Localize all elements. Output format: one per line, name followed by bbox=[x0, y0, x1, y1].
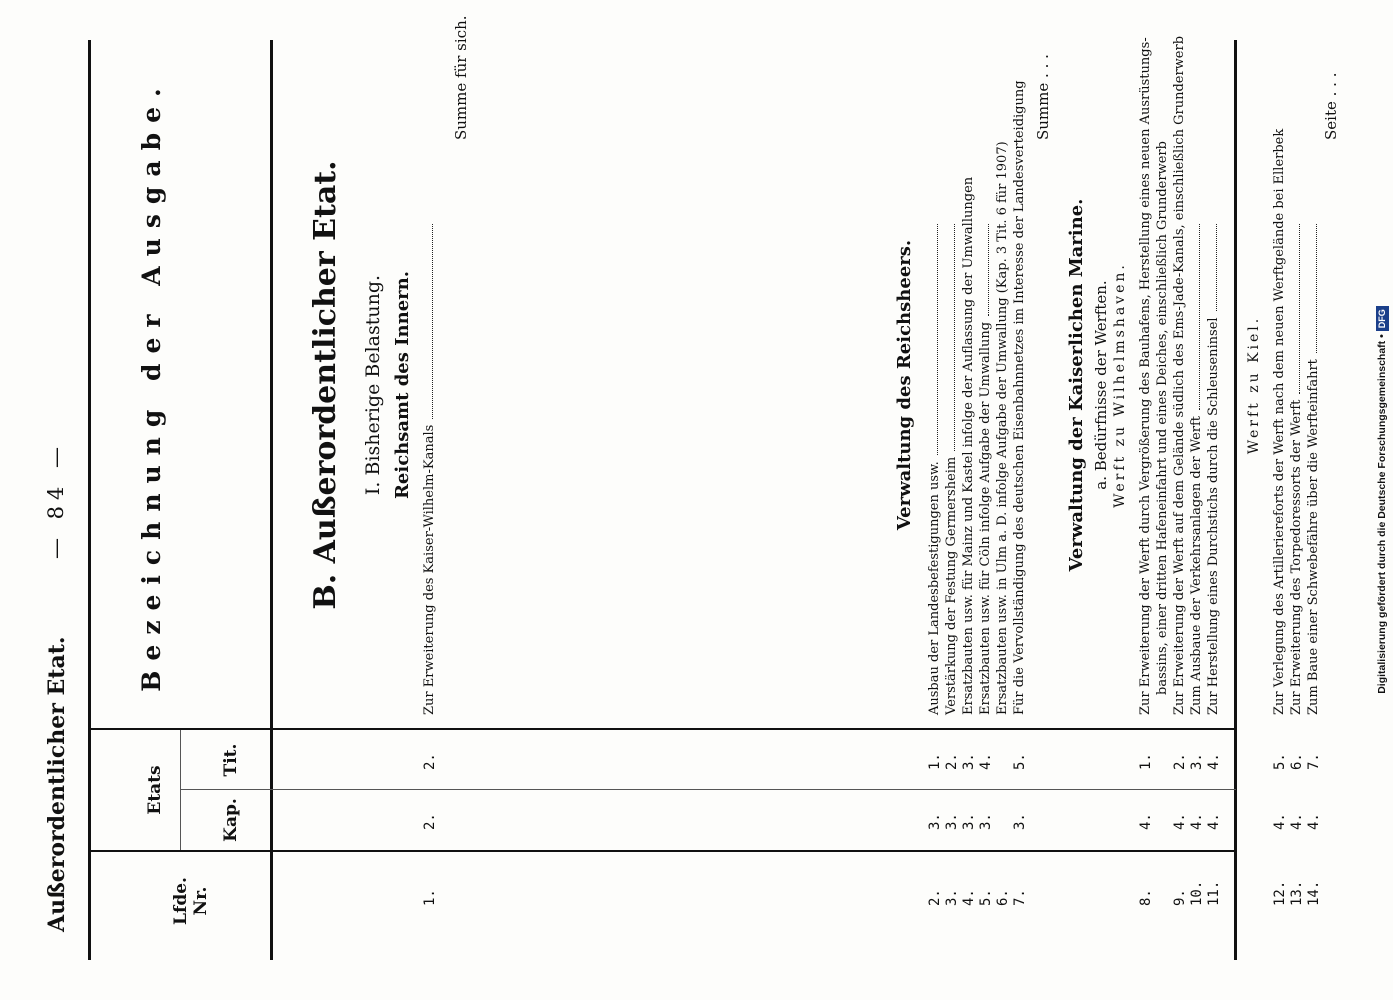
row-coeln bbox=[978, 220, 993, 715]
tit-number: 1. bbox=[926, 753, 943, 770]
bedurfnisse-heading: a. Bedürfnisse der Werften. bbox=[1091, 280, 1110, 490]
row-artilleriereforts bbox=[1271, 128, 1287, 715]
lfd-nr: 6. bbox=[994, 889, 1011, 906]
leader-dots bbox=[1316, 224, 1317, 353]
lfd-nr: 7. bbox=[1011, 889, 1028, 906]
attribution-text: Digitalisierung gefördert durch die Deutsche Forschungsgemeinschaft • bbox=[1376, 334, 1388, 694]
row-landesbefestigungen bbox=[927, 220, 942, 715]
reichsheer-heading: Verwaltung des Reichsheers. bbox=[893, 239, 915, 531]
kiel-heading: Werft zu Kiel. bbox=[1245, 315, 1262, 455]
row-ulm bbox=[994, 141, 1010, 715]
row-bauhafen-continued bbox=[1154, 141, 1170, 695]
leader-dots bbox=[1199, 224, 1200, 410]
lfd-nr: 9. bbox=[1171, 889, 1188, 906]
kap-number: 3. bbox=[977, 813, 994, 830]
tit-number: 5. bbox=[1271, 753, 1288, 770]
running-title: Außerordentlicher Etat. bbox=[43, 636, 70, 932]
kap-number: 3. bbox=[943, 813, 960, 830]
row-germersheim bbox=[944, 220, 959, 715]
row-text: Ersatzbauten usw. in Ulm a. D. infolge Aufgabe der Umwallung (Kap. 3 Tit. 6 für 1907) bbox=[994, 141, 1010, 715]
lfd-nr: 4. bbox=[960, 889, 977, 906]
kap-number: 3. bbox=[1011, 813, 1028, 830]
row-torpedoressort bbox=[1289, 220, 1304, 715]
col-rule-2 bbox=[88, 728, 1236, 730]
header-bezeichnung: Bezeichnung der Ausgabe. bbox=[136, 78, 166, 692]
header-etats: Etats bbox=[144, 765, 165, 815]
kap-number: 3. bbox=[960, 813, 977, 830]
marine-heading: Verwaltung der Kaiserlichen Marine. bbox=[1065, 198, 1087, 572]
row-mainz-kastel bbox=[960, 176, 976, 715]
row-verkehrsanlagen bbox=[1189, 220, 1204, 715]
top-rule bbox=[88, 40, 91, 960]
row-text: Für die Vervollständigung des deutschen Eisenbahnnetzes im Interesse der Landesverteidigung bbox=[1011, 80, 1027, 715]
etats-sub-rule bbox=[180, 730, 181, 850]
tit-number: 2. bbox=[421, 753, 438, 770]
page-number: — 84 — bbox=[43, 440, 68, 560]
lfd-nr: 8. bbox=[1137, 889, 1154, 906]
lfd-nr: 13. bbox=[1288, 880, 1305, 906]
tit-number: 4. bbox=[1205, 753, 1222, 770]
row-schleuseninsel bbox=[1206, 220, 1221, 715]
kap-number: 2. bbox=[421, 813, 438, 830]
kap-number: 4. bbox=[1305, 813, 1322, 830]
leader-dots bbox=[1299, 224, 1300, 394]
section-i-title: I. Bisherige Belastung. bbox=[361, 274, 384, 496]
lfd-nr: 11. bbox=[1205, 880, 1222, 906]
row-text: Zur Erweiterung der Werft auf dem Gelände südlich des Ems-Jade-Kanals, einschließlich Grunderwerb bbox=[1171, 35, 1187, 715]
tit-number: 6. bbox=[1288, 753, 1305, 770]
kap-tit-rule bbox=[180, 789, 1236, 790]
leader-dots bbox=[937, 224, 938, 455]
row-text: Zur Verlegung des Artilleriereforts der Werft nach dem neuen Werftgelände bei Ellerbek bbox=[1271, 128, 1287, 715]
section-b-title: B. Außerordentlicher Etat. bbox=[307, 160, 343, 610]
dfg-attribution bbox=[1371, 0, 1393, 1000]
tit-number: 5. bbox=[1011, 753, 1028, 770]
tit-number: 1. bbox=[1137, 753, 1154, 770]
lfd-nr: 5. bbox=[977, 889, 994, 906]
lfd-nr: 12. bbox=[1271, 880, 1288, 906]
tit-number: 4. bbox=[977, 753, 994, 770]
col-rule-1 bbox=[88, 850, 1236, 852]
bottom-rule bbox=[1234, 40, 1237, 960]
summe: Summe . . . bbox=[1033, 54, 1052, 140]
tit-number: 2. bbox=[943, 753, 960, 770]
row-text: Zum Baue einer Schwebefähre über die Werfteinfahrt bbox=[1305, 359, 1321, 715]
header-tit: Tit. bbox=[220, 743, 241, 777]
row-text: Ersatzbauten usw. für Cöln infolge Aufgabe der Umwallung bbox=[977, 321, 993, 715]
seite: Seite . . . bbox=[1321, 72, 1340, 140]
dfg-logo: DFG bbox=[1376, 306, 1389, 331]
leader-dots bbox=[1216, 224, 1217, 311]
row-text: Ausbau der Landesbefestigungen usw. bbox=[926, 461, 942, 715]
row-bauhafen bbox=[1137, 37, 1153, 715]
header-bottom-rule bbox=[270, 40, 273, 960]
rotated-page bbox=[22, 15, 1362, 960]
tit-number: 7. bbox=[1305, 753, 1322, 770]
lfd-nr: 14. bbox=[1305, 880, 1322, 906]
row-text: Zur Erweiterung des Kaiser-Wilhelm-Kanals bbox=[421, 424, 437, 715]
summe-fur-sich: Summe für sich. bbox=[451, 15, 470, 140]
kap-number: 3. bbox=[926, 813, 943, 830]
row-kaiser-wilhelm-kanal bbox=[422, 220, 437, 715]
kap-number: 4. bbox=[1271, 813, 1288, 830]
running-head bbox=[44, 40, 78, 960]
row-text: Zum Ausbaue der Verkehrsanlagen der Werft bbox=[1188, 415, 1204, 715]
lfd-nr: 2. bbox=[926, 889, 943, 906]
header-lfd-nr: Lfde. Nr. bbox=[170, 877, 211, 925]
tit-number: 2. bbox=[1171, 753, 1188, 770]
row-text: Zur Herstellung eines Durchstichs durch die Schleuseninsel bbox=[1205, 317, 1221, 715]
row-text: bassins, einer dritten Hafeneinfahrt und eines Deiches, einschließlich Grunderwerb bbox=[1154, 141, 1170, 695]
kap-number: 4. bbox=[1171, 813, 1188, 830]
kap-number: 4. bbox=[1288, 813, 1305, 830]
wilhelmshaven-heading: Werft zu Wilhelmshaven. bbox=[1111, 262, 1128, 508]
kap-number: 4. bbox=[1205, 813, 1222, 830]
lfd-nr: 10. bbox=[1188, 880, 1205, 906]
row-ems-jade bbox=[1171, 35, 1187, 715]
row-schwebefaehre bbox=[1306, 220, 1321, 715]
row-eisenbahnnetz bbox=[1011, 80, 1027, 715]
tit-number: 3. bbox=[1188, 753, 1205, 770]
header-kap: Kap. bbox=[220, 798, 241, 842]
lfd-nr: 1. bbox=[421, 889, 438, 906]
kap-number: 4. bbox=[1188, 813, 1205, 830]
reichsamt-heading: Reichsamt des Innern. bbox=[391, 270, 413, 500]
tit-number: 3. bbox=[960, 753, 977, 770]
row-text: Ersatzbauten usw. für Mainz und Kastel infolge der Auflassung der Umwallungen bbox=[960, 176, 976, 715]
leader-dots bbox=[432, 224, 433, 419]
row-text: Verstärkung der Festung Germersheim bbox=[943, 456, 959, 715]
leader-dots bbox=[954, 224, 955, 451]
kap-number: 4. bbox=[1137, 813, 1154, 830]
leader-dots bbox=[988, 224, 989, 316]
lfd-nr: 3. bbox=[943, 889, 960, 906]
row-text: Zur Erweiterung des Torpedoressorts der Werft bbox=[1288, 399, 1304, 715]
row-text: Zur Erweiterung der Werft durch Vergrößerung des Bauhafens, Herstellung eines neuen Ausrüstungs- bbox=[1137, 37, 1153, 715]
